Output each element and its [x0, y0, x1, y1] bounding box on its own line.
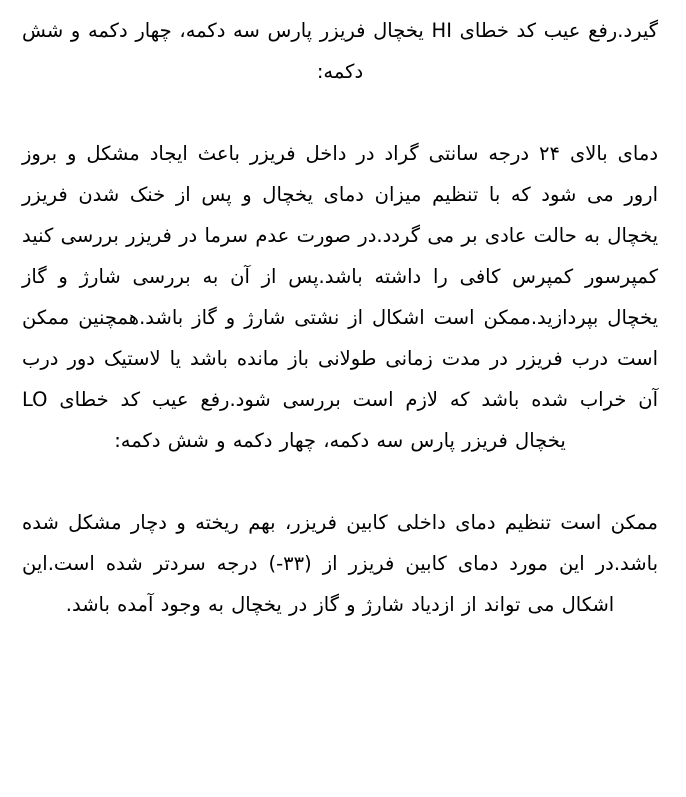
paragraph-1: گیرد.رفع عیب کد خطای HI یخچال فریزر پارس سه دکمه، چهار دکمه و شش دکمه:	[22, 19, 659, 83]
paragraph-gap-2	[22, 461, 658, 502]
paragraph-gap-1	[22, 92, 658, 133]
paragraph-3: ممکن است تنظیم دمای داخلی کابین فریزر، بهم ریخته و دچار مشکل شده باشد.در این مورد دمای کابین فریزر از (۳۳-) درجه سردتر شده است.این اشکال می تواند از ازدیاد شارژ و گاز در یخچال به وجود آمده باشد.	[22, 511, 659, 616]
paragraph-2: دمای بالای ۲۴ درجه سانتی گراد در داخل فریزر باعث ایجاد مشکل و بروز ارور می شود که با تنظیم میزان دمای یخچال و پس از خنک شدن فریزر یخچال به حالت عادی بر می گردد.در صورت عدم سرما در فریزر بررسی کنید کمپرسور کمپرس کافی را داشته باشد.پس از آن به بررسی شارژ و گاز یخچال بپردازید.ممکن است اشکال از نشتی شارژ و گاز باشد.همچنین ممکن است درب فریزر در مدت زمانی طولانی باز مانده باشد یا لاستیک دور درب آن خراب شده باشد که لازم است بررسی شود.رفع عیب کد خطای LO یخچال فریزر پارس سه دکمه، چهار دکمه و شش دکمه:	[22, 142, 658, 452]
